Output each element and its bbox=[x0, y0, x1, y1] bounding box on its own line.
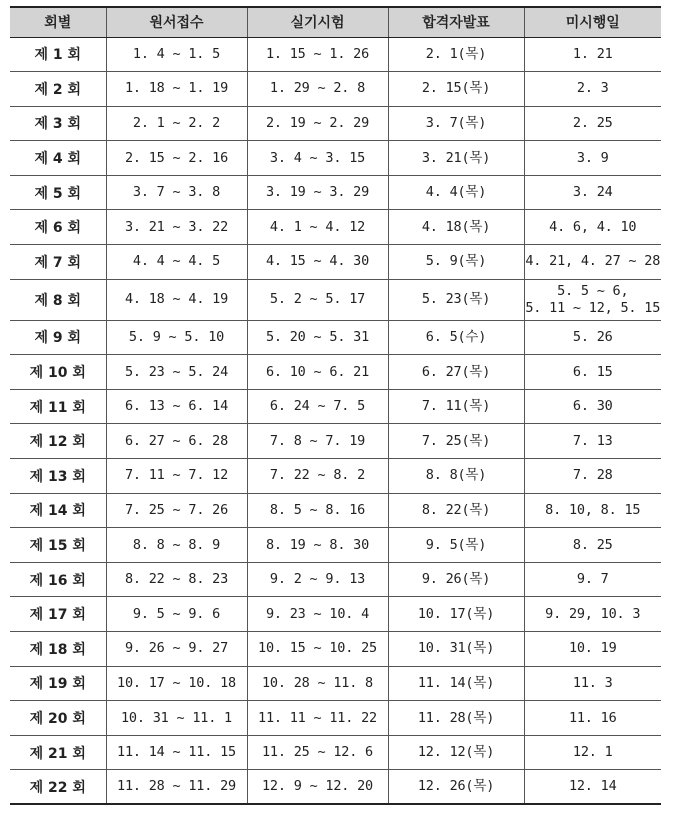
exam-period-cell: 11. 25 ~ 12. 6 bbox=[247, 735, 388, 770]
result-date-cell: 3. 7(목) bbox=[388, 106, 524, 141]
no-exam-date-cell: 5. 5 ~ 6, 5. 11 ~ 12, 5. 15 bbox=[524, 279, 661, 320]
exam-period-cell: 12. 9 ~ 12. 20 bbox=[247, 770, 388, 805]
result-date-cell: 4. 18(목) bbox=[388, 210, 524, 245]
application-period-cell: 1. 4 ~ 1. 5 bbox=[106, 37, 247, 72]
result-date-cell: 9. 5(목) bbox=[388, 528, 524, 563]
table-row bbox=[10, 355, 661, 390]
exam-period-cell: 6. 10 ~ 6. 21 bbox=[247, 355, 388, 390]
round-cell: 제 21 회 bbox=[10, 735, 106, 770]
table-row bbox=[10, 37, 661, 72]
table-row bbox=[10, 106, 661, 141]
result-date-cell: 7. 25(목) bbox=[388, 424, 524, 459]
result-date-cell: 11. 28(목) bbox=[388, 701, 524, 736]
round-cell: 제 10 회 bbox=[10, 355, 106, 390]
round-cell: 제 6 회 bbox=[10, 210, 106, 245]
result-date-cell: 6. 5(수) bbox=[388, 320, 524, 355]
exam-period-cell: 5. 2 ~ 5. 17 bbox=[247, 279, 388, 320]
table-row bbox=[10, 493, 661, 528]
application-period-cell: 2. 1 ~ 2. 2 bbox=[106, 106, 247, 141]
application-period-cell: 3. 7 ~ 3. 8 bbox=[106, 175, 247, 210]
round-cell: 제 17 회 bbox=[10, 597, 106, 632]
application-period-cell: 10. 17 ~ 10. 18 bbox=[106, 666, 247, 701]
result-date-cell: 5. 9(목) bbox=[388, 245, 524, 280]
table-row bbox=[10, 320, 661, 355]
table-row bbox=[10, 210, 661, 245]
round-cell: 제 20 회 bbox=[10, 701, 106, 736]
application-period-cell: 6. 13 ~ 6. 14 bbox=[106, 389, 247, 424]
round-cell: 제 15 회 bbox=[10, 528, 106, 563]
exam-period-cell: 10. 15 ~ 10. 25 bbox=[247, 632, 388, 667]
result-date-cell: 4. 4(목) bbox=[388, 175, 524, 210]
application-period-cell: 11. 14 ~ 11. 15 bbox=[106, 735, 247, 770]
exam-period-cell: 7. 22 ~ 8. 2 bbox=[247, 459, 388, 494]
exam-period-cell: 8. 5 ~ 8. 16 bbox=[247, 493, 388, 528]
round-cell: 제 16 회 bbox=[10, 562, 106, 597]
header-round: 회별 bbox=[10, 7, 106, 37]
exam-period-cell: 5. 20 ~ 5. 31 bbox=[247, 320, 388, 355]
result-date-cell: 3. 21(목) bbox=[388, 141, 524, 176]
no-exam-date-cell: 8. 10, 8. 15 bbox=[524, 493, 661, 528]
table-header-row bbox=[10, 7, 661, 37]
exam-period-cell: 4. 1 ~ 4. 12 bbox=[247, 210, 388, 245]
round-cell: 제 5 회 bbox=[10, 175, 106, 210]
application-period-cell: 5. 23 ~ 5. 24 bbox=[106, 355, 247, 390]
application-period-cell: 3. 21 ~ 3. 22 bbox=[106, 210, 247, 245]
no-exam-date-cell: 4. 6, 4. 10 bbox=[524, 210, 661, 245]
exam-period-cell: 1. 29 ~ 2. 8 bbox=[247, 72, 388, 107]
result-date-cell: 2. 15(목) bbox=[388, 72, 524, 107]
header-application: 원서접수 bbox=[106, 7, 247, 37]
no-exam-date-cell: 2. 25 bbox=[524, 106, 661, 141]
round-cell: 제 19 회 bbox=[10, 666, 106, 701]
exam-period-cell: 10. 28 ~ 11. 8 bbox=[247, 666, 388, 701]
round-cell: 제 22 회 bbox=[10, 770, 106, 805]
application-period-cell: 7. 11 ~ 7. 12 bbox=[106, 459, 247, 494]
table-row bbox=[10, 245, 661, 280]
table-row bbox=[10, 666, 661, 701]
no-exam-date-cell: 6. 30 bbox=[524, 389, 661, 424]
table-row bbox=[10, 701, 661, 736]
result-date-cell: 7. 11(목) bbox=[388, 389, 524, 424]
table-row bbox=[10, 175, 661, 210]
no-exam-date-cell: 9. 7 bbox=[524, 562, 661, 597]
result-date-cell: 2. 1(목) bbox=[388, 37, 524, 72]
table-row bbox=[10, 389, 661, 424]
no-exam-date-cell: 1. 21 bbox=[524, 37, 661, 72]
no-exam-date-cell: 4. 21, 4. 27 ~ 28 bbox=[524, 245, 661, 280]
round-cell: 제 9 회 bbox=[10, 320, 106, 355]
no-exam-date-cell: 11. 3 bbox=[524, 666, 661, 701]
table-body bbox=[10, 37, 661, 804]
round-cell: 제 3 회 bbox=[10, 106, 106, 141]
exam-schedule-table bbox=[10, 6, 661, 805]
table-row bbox=[10, 562, 661, 597]
table-row bbox=[10, 770, 661, 805]
table-row bbox=[10, 459, 661, 494]
result-date-cell: 5. 23(목) bbox=[388, 279, 524, 320]
exam-period-cell: 9. 23 ~ 10. 4 bbox=[247, 597, 388, 632]
exam-period-cell: 3. 4 ~ 3. 15 bbox=[247, 141, 388, 176]
result-date-cell: 12. 26(목) bbox=[388, 770, 524, 805]
round-cell: 제 11 회 bbox=[10, 389, 106, 424]
round-cell: 제 12 회 bbox=[10, 424, 106, 459]
no-exam-date-cell: 7. 13 bbox=[524, 424, 661, 459]
round-cell: 제 13 회 bbox=[10, 459, 106, 494]
result-date-cell: 6. 27(목) bbox=[388, 355, 524, 390]
round-cell: 제 1 회 bbox=[10, 37, 106, 72]
no-exam-date-cell: 6. 15 bbox=[524, 355, 661, 390]
application-period-cell: 8. 22 ~ 8. 23 bbox=[106, 562, 247, 597]
table-row bbox=[10, 279, 661, 320]
application-period-cell: 7. 25 ~ 7. 26 bbox=[106, 493, 247, 528]
round-cell: 제 18 회 bbox=[10, 632, 106, 667]
application-period-cell: 8. 8 ~ 8. 9 bbox=[106, 528, 247, 563]
result-date-cell: 10. 17(목) bbox=[388, 597, 524, 632]
result-date-cell: 8. 8(목) bbox=[388, 459, 524, 494]
application-period-cell: 5. 9 ~ 5. 10 bbox=[106, 320, 247, 355]
exam-period-cell: 9. 2 ~ 9. 13 bbox=[247, 562, 388, 597]
no-exam-date-cell: 3. 9 bbox=[524, 141, 661, 176]
exam-period-cell: 4. 15 ~ 4. 30 bbox=[247, 245, 388, 280]
table-row bbox=[10, 72, 661, 107]
no-exam-date-cell: 3. 24 bbox=[524, 175, 661, 210]
application-period-cell: 9. 26 ~ 9. 27 bbox=[106, 632, 247, 667]
round-cell: 제 4 회 bbox=[10, 141, 106, 176]
table-row bbox=[10, 424, 661, 459]
result-date-cell: 9. 26(목) bbox=[388, 562, 524, 597]
header-no-exam: 미시행일 bbox=[524, 7, 661, 37]
header-result: 합격자발표 bbox=[388, 7, 524, 37]
result-date-cell: 10. 31(목) bbox=[388, 632, 524, 667]
exam-period-cell: 11. 11 ~ 11. 22 bbox=[247, 701, 388, 736]
round-cell: 제 14 회 bbox=[10, 493, 106, 528]
no-exam-date-cell: 10. 19 bbox=[524, 632, 661, 667]
application-period-cell: 4. 18 ~ 4. 19 bbox=[106, 279, 247, 320]
no-exam-date-cell: 8. 25 bbox=[524, 528, 661, 563]
table-row bbox=[10, 141, 661, 176]
application-period-cell: 1. 18 ~ 1. 19 bbox=[106, 72, 247, 107]
table-row bbox=[10, 735, 661, 770]
no-exam-date-cell: 12. 14 bbox=[524, 770, 661, 805]
round-cell: 제 7 회 bbox=[10, 245, 106, 280]
application-period-cell: 10. 31 ~ 11. 1 bbox=[106, 701, 247, 736]
application-period-cell: 4. 4 ~ 4. 5 bbox=[106, 245, 247, 280]
no-exam-date-cell: 11. 16 bbox=[524, 701, 661, 736]
round-cell: 제 8 회 bbox=[10, 279, 106, 320]
no-exam-date-cell: 5. 26 bbox=[524, 320, 661, 355]
result-date-cell: 11. 14(목) bbox=[388, 666, 524, 701]
exam-period-cell: 1. 15 ~ 1. 26 bbox=[247, 37, 388, 72]
exam-period-cell: 2. 19 ~ 2. 29 bbox=[247, 106, 388, 141]
no-exam-date-cell: 7. 28 bbox=[524, 459, 661, 494]
application-period-cell: 11. 28 ~ 11. 29 bbox=[106, 770, 247, 805]
result-date-cell: 8. 22(목) bbox=[388, 493, 524, 528]
table-row bbox=[10, 528, 661, 563]
round-cell: 제 2 회 bbox=[10, 72, 106, 107]
exam-period-cell: 3. 19 ~ 3. 29 bbox=[247, 175, 388, 210]
no-exam-date-cell: 12. 1 bbox=[524, 735, 661, 770]
no-exam-date-cell: 9. 29, 10. 3 bbox=[524, 597, 661, 632]
header-exam: 실기시험 bbox=[247, 7, 388, 37]
table-row bbox=[10, 597, 661, 632]
table-row bbox=[10, 632, 661, 667]
exam-period-cell: 8. 19 ~ 8. 30 bbox=[247, 528, 388, 563]
exam-period-cell: 6. 24 ~ 7. 5 bbox=[247, 389, 388, 424]
exam-period-cell: 7. 8 ~ 7. 19 bbox=[247, 424, 388, 459]
application-period-cell: 6. 27 ~ 6. 28 bbox=[106, 424, 247, 459]
result-date-cell: 12. 12(목) bbox=[388, 735, 524, 770]
application-period-cell: 9. 5 ~ 9. 6 bbox=[106, 597, 247, 632]
application-period-cell: 2. 15 ~ 2. 16 bbox=[106, 141, 247, 176]
no-exam-date-cell: 2. 3 bbox=[524, 72, 661, 107]
